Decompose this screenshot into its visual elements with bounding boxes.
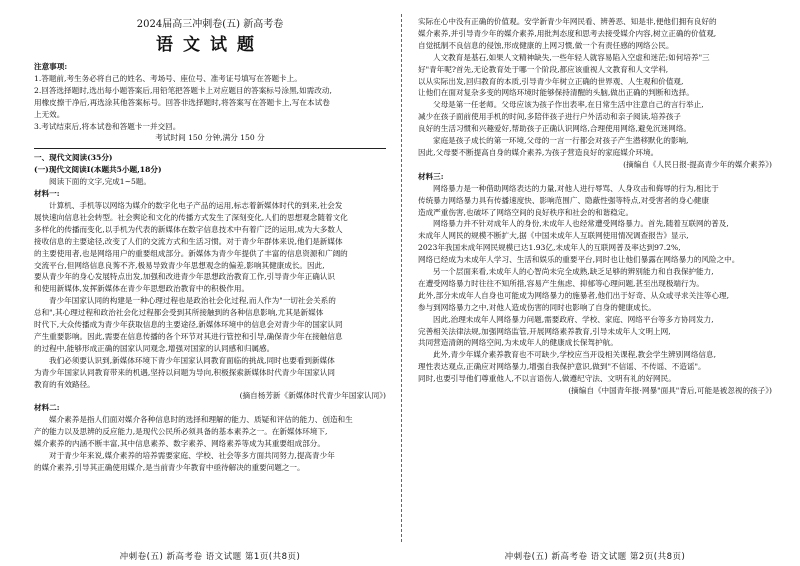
paragraph-line: 同时,也要引导他们尊重他人,不以言语伤人,做遵纪守法、文明有礼的好网民。 — [418, 374, 676, 384]
paragraph-line: 教育的有效路径。 — [34, 379, 95, 389]
paragraph-line: 因此,父母要不断提高自身的媒介素养,为孩子营造良好的家庭媒介环境。 — [418, 147, 659, 157]
paragraph-line: 造成严重伤害,也破坏了网络空间的良好秩序和社会的和谐稳定。 — [418, 207, 634, 217]
paragraph-line: 的媒介素养,引导其正确使用媒介,是当前青少年教育中亟待解决的重要问题之一。 — [34, 462, 305, 472]
paragraph-line: 未成年人网民的规模不断扩大,据《中国未成年人互联网使用情况调查报告》显示, — [418, 231, 689, 241]
paragraph-line: 在遭受网络暴力时往往不知所措,容易产生焦虑、抑郁等心理问题,甚至出现极端行为。 — [418, 278, 704, 288]
material-three-label: 材料三: — [418, 171, 444, 181]
paragraph-line: 减少在孩子面前使用手机的时间,多陪伴孩子进行户外活动和亲子阅读,培养孩子 — [418, 112, 682, 122]
paragraph-line: 产的能力以及思辨的反应能力,是现代公民所必须具备的基本素养之一。在新媒体环境下, — [34, 427, 328, 437]
note-line: 3.考试结束后,将本试卷和答题卡一并交回。 — [34, 121, 181, 131]
note-line: 上无效。 — [34, 109, 65, 119]
paragraph-line: 多样化的传播而变化,以手机为代表的新媒体在数字信息技术中有着广泛的运用,成为大多数人 — [34, 224, 343, 234]
paragraph-line: 参与到网络暴力之中,对他人造成伤害的同时也影响了自身的健康成长。 — [418, 302, 656, 312]
citation: (摘自杨芳新《新媒体时代青少年国家认同》) — [239, 391, 386, 401]
subsection-heading: (一)现代文阅读Ⅰ(本题共5小题,18分) — [34, 165, 162, 175]
paragraph-line: 和使用新媒体,发挥新媒体在青少年思想政治教育中的积极作用。 — [34, 284, 250, 294]
paragraph-line: 要从青少年的身心发展特点出发,加强和改进青少年思想政治教育工作,引导青少年正确认识 — [34, 272, 335, 282]
paragraph-line: 共同营造清朗的网络空间,为未成年人的健康成长保驾护航。 — [418, 338, 618, 348]
paragraph-line: 网络暴力并不针对成年人的身份,未成年人也经常遭受网络暴力。首先,随着互联网的普及, — [433, 219, 729, 229]
section-heading: 一、现代文阅读(35分) — [34, 153, 113, 163]
paragraph-line: 的主要使用者,也是网络用户的重要组成部分。新媒体为青少年提供了丰富的信息资源和广阔的 — [34, 248, 348, 258]
material-three-text — [418, 183, 772, 385]
right-page — [418, 0, 772, 566]
paragraph-line: 媒介素养,并引导青少年的媒介素养,用批判态度和思考去接受媒介内容,树立正确的价值观, — [418, 28, 717, 38]
notes-list — [34, 73, 386, 133]
paragraph-line: 2023年我国未成年网民规模已达1.93亿,未成年人的互联网普及率达到97.2%, — [418, 243, 681, 253]
paragraph-line: 实际在心中没有正确的价值观。安学新青少年网民看、辨善恶、知是非,便他们拥有良好的 — [418, 17, 717, 26]
paragraph-line: 产生重要影响。因此,需要在信息传播的各个环节对其进行管控和引导,确保青少年在接触信息 — [34, 331, 343, 341]
paragraph-line: 以从实际出发,回归教育的本质,引导青少年树立正确的世界观、人生观和价值观, — [418, 76, 684, 86]
material-two-label: 材料二: — [34, 403, 60, 413]
paragraph-line: 计算机、手机等以网络为媒介的数字化电子产品的运用,标志着新媒体时代的到来,社会发 — [49, 200, 343, 210]
divider-line — [34, 148, 386, 149]
paragraph-line: 媒介素养是指人们面对媒介各种信息时的选择和理解的能力、质疑和评估的能力、创造和生 — [49, 415, 353, 425]
paragraph-line: 父母是第一任老师。父母应该为孩子作出表率,在日常生活中注意自己的言行举止, — [433, 100, 704, 110]
paragraph-line: 人文教育是基石,如果人文精神缺失,一些年轻人就容易陷入空虚和迷茫;如何培养"三 — [433, 52, 710, 62]
paragraph-line: 因此,治理未成年人网络暴力问题,需要政府、学校、家庭、网络平台等多方协同发力, — [433, 314, 714, 324]
paragraph-line: 时代下,大众传播成为青少年获取信息的主要途径,新媒体环境中的信息会对青少年的国家认同 — [34, 320, 343, 330]
paragraph-line: 好"青年呢?首先,无论教育处于哪一个阶段,都应该重视人文教育和人文学科, — [418, 64, 669, 74]
paragraph-line: 另一个层面来看,未成年人的心智尚未完全成熟,缺乏足够的辨别能力和自我保护能力, — [433, 267, 714, 277]
paragraph-line: 交流平台,但网络信息良莠不齐,极易导致青少年思想观念的偏差,影响其健康成长。因此, — [34, 260, 325, 270]
paragraph-line: 此外,部分未成年人自身也可能成为网络暴力的施暴者,他们出于好奇、从众或寻求关注等心理, — [418, 290, 729, 300]
right-top-text — [418, 16, 772, 159]
instruction: 阅读下面的文字,完成1~5题。 — [49, 177, 151, 187]
subject-title: 语文试题 — [156, 35, 264, 55]
page-footer: 冲刺卷(五) 新高考卷 语文试题 第2页(共8页) — [504, 552, 686, 562]
citation: (摘编自《人民日报·提高青少年的媒介素养》) — [623, 159, 772, 169]
page-footer: 冲刺卷(五) 新高考卷 语文试题 第1页(共8页) — [119, 552, 301, 562]
top-spacer — [418, 2, 772, 16]
paragraph-line: 网络已经成为未成年人学习、生活和娱乐的重要平台,同时也让他们暴露在网络暴力的风险之中。 — [418, 255, 740, 265]
paragraph-line: 良好的生活习惯和兴趣爱好,帮助孩子正确认识网络,合理使用网络,避免沉迷网络。 — [418, 124, 692, 134]
paragraph-line: 媒介素养的内涵不断丰富,其中信息素养、数字素养、网络素养等成为其重要组成部分。 — [34, 439, 325, 449]
citation: (摘编自《中国青年报·网暴"面具"背后,可能是被忽视的孩子》) — [568, 386, 772, 396]
paragraph-line: 总和",其心理过程和政治社会化过程都会受到其所接触到的各种信息影响,尤其是新媒体 — [34, 308, 324, 318]
material-one-text — [34, 200, 386, 391]
note-line: 用橡皮擦干净后,再选涂其他答案标号。回答非选择题时,将答案写在答题卡上,写在本试卷 — [34, 97, 330, 107]
paragraph-line: 接收信息的主要途径,改变了人们的交流方式和生活习惯。对于青少年群体来说,他们是新媒体 — [34, 236, 343, 246]
paragraph-line: 此外,青少年媒介素养教育也不可缺少,学校应当开设相关课程,教会学生辨别网络信息, — [433, 350, 717, 360]
paragraph-line: 为青少年国家认同教育带来的机遇,坚持以问题为导向,积极探索新媒体时代青少年国家认同 — [34, 367, 335, 377]
left-page — [34, 0, 386, 566]
paragraph-line: 青少年国家认同的构建是一种心理过程也是政治社会化过程,而人作为"一切社会关系的 — [49, 296, 336, 306]
note-line: 2.回答选择题时,选出每小题答案后,用铅笔把答题卡上对应题目的答案标号涂黑,如需改动, — [34, 85, 332, 95]
paragraph-line: 家庭是孩子成长的第一环境,父母的一言一行都会对孩子产生潜移默化的影响, — [433, 136, 689, 146]
paragraph-line: 让他们在面对复杂多变的网络环境时能够保持清醒的头脑,做出正确的判断和选择。 — [418, 88, 694, 98]
paragraph-line: 的过程中,能够形成正确的国家认同观念,增强对国家的认同感和归属感。 — [34, 343, 275, 353]
paragraph-line: 网络暴力是一种借助网络表达的力量,对他人进行辱骂、人身攻击和侮辱的行为,相比于 — [433, 183, 719, 193]
paragraph-line: 展快速向信息社会转型。社会舆论和文化的传播方式发生了深刻变化,人们的思想观念随着文化 — [34, 212, 348, 222]
column-divider — [401, 14, 402, 542]
paragraph-line: 我们必须要认识到,新媒体环境下青少年国家认同教育面临的挑战,同时也要看到新媒体 — [49, 355, 335, 365]
exam-header: 2024届高三冲刺卷(五) 新高考卷 — [136, 19, 284, 30]
paragraph-line: 完善相关法律法规,加强网络监管,开展网络素养教育,引导未成年人文明上网, — [418, 326, 671, 336]
paragraph-line: 传统暴力网络暴力具有传播速度快、影响范围广、隐蔽性强等特点,对受害者的身心健康 — [418, 195, 709, 205]
notes-heading: 注意事项: — [34, 62, 68, 71]
material-one-label: 材料一: — [34, 189, 60, 199]
material-two-text — [34, 414, 386, 474]
paragraph-line: 理性表达观点,正确应对网络暴力,增强自我保护意识,做到"不信谣、不传谣、不造谣"。 — [418, 362, 706, 372]
time-note: 考试时间 150 分钟,满分 150 分 — [155, 133, 265, 143]
note-line: 1.答题前,考生务必将自己的姓名、考场号、座位号、准考证号填写在答题卡上。 — [34, 73, 302, 83]
paragraph-line: 自觉抵制不良信息的侵蚀,形成健康的上网习惯,做一个有责任感的网络公民。 — [418, 40, 674, 50]
paragraph-line: 对于青少年来说,媒介素养的培养需要家庭、学校、社会等多方面共同努力,提高青少年 — [49, 451, 335, 460]
